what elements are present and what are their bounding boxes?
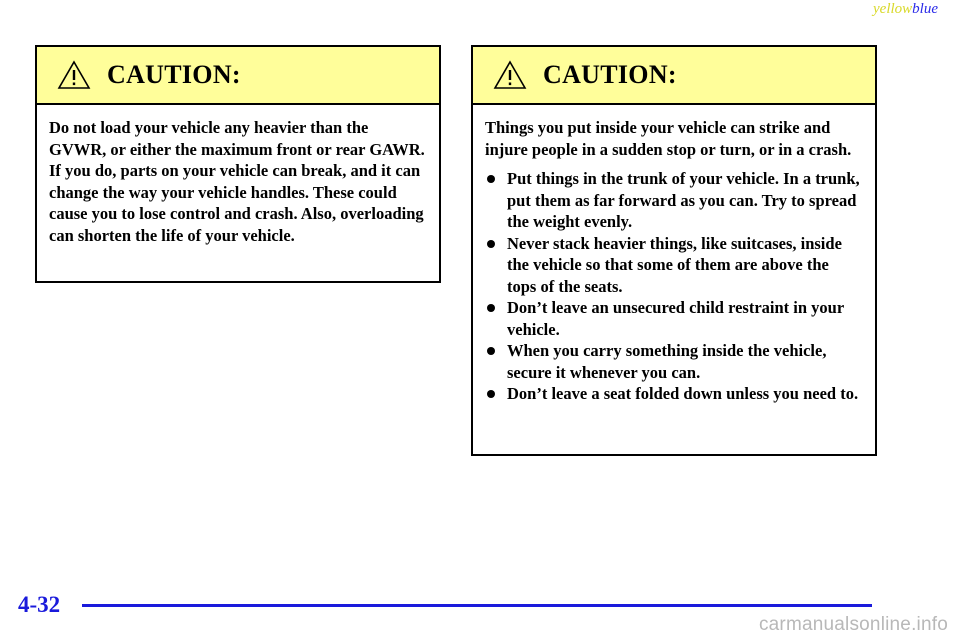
- caution-title: CAUTION:: [107, 60, 241, 89]
- caution-bullet-list: [485, 168, 861, 405]
- watermark: carmanualsonline.info: [758, 614, 948, 635]
- list-item: [485, 340, 861, 383]
- warning-triangle-icon: [493, 60, 527, 90]
- caution-intro: Things you put inside your vehicle can strike and injure people in a sudden stop or turn, or in a crash.: [485, 118, 852, 159]
- caution-body: [37, 105, 439, 260]
- caution-box-cargo: [471, 45, 877, 456]
- caution-header: [473, 47, 875, 105]
- list-item: [485, 233, 861, 298]
- bullet-dot-icon: [487, 240, 495, 248]
- bullet-text: Put things in the trunk of your vehicle. In a trunk, put them as far forward as you can. Try to spread the weight evenly.: [507, 169, 860, 231]
- bullet-text: Don’t leave an unsecured child restraint in your vehicle.: [507, 298, 844, 339]
- footer-rule: [82, 604, 872, 607]
- caution-box-overloading: [35, 45, 441, 283]
- caution-text: Do not load your vehicle any heavier than the GVWR, or either the maximum front or rear GAWR. If you do, parts on your vehicle can break, and it can change the way your vehicle handles. These could cause you to lose control and crash. Also, overloading can shorten the life of your vehicle.: [49, 118, 425, 245]
- bullet-dot-icon: [487, 175, 495, 183]
- color-tag-yellow: yellow: [873, 1, 913, 17]
- page-number: 4-32: [18, 592, 61, 617]
- bullet-text: Never stack heavier things, like suitcases, inside the vehicle so that some of them are above the tops of the seats.: [507, 233, 842, 296]
- color-tag: [873, 0, 938, 18]
- bullet-dot-icon: [487, 347, 495, 355]
- caution-body: [473, 105, 875, 419]
- bullet-text: Don’t leave a seat folded down unless you need to.: [507, 384, 859, 403]
- bullet-text: When you carry something inside the vehicle, secure it whenever you can.: [507, 341, 827, 382]
- bullet-dot-icon: [487, 390, 495, 398]
- list-item: [485, 383, 861, 405]
- bullet-dot-icon: [487, 304, 495, 312]
- caution-header: [37, 47, 439, 105]
- color-tag-blue: blue: [912, 1, 938, 17]
- list-item: [485, 297, 861, 340]
- caution-title: CAUTION:: [543, 60, 677, 89]
- list-item: [485, 168, 861, 233]
- warning-triangle-icon: [57, 60, 91, 90]
